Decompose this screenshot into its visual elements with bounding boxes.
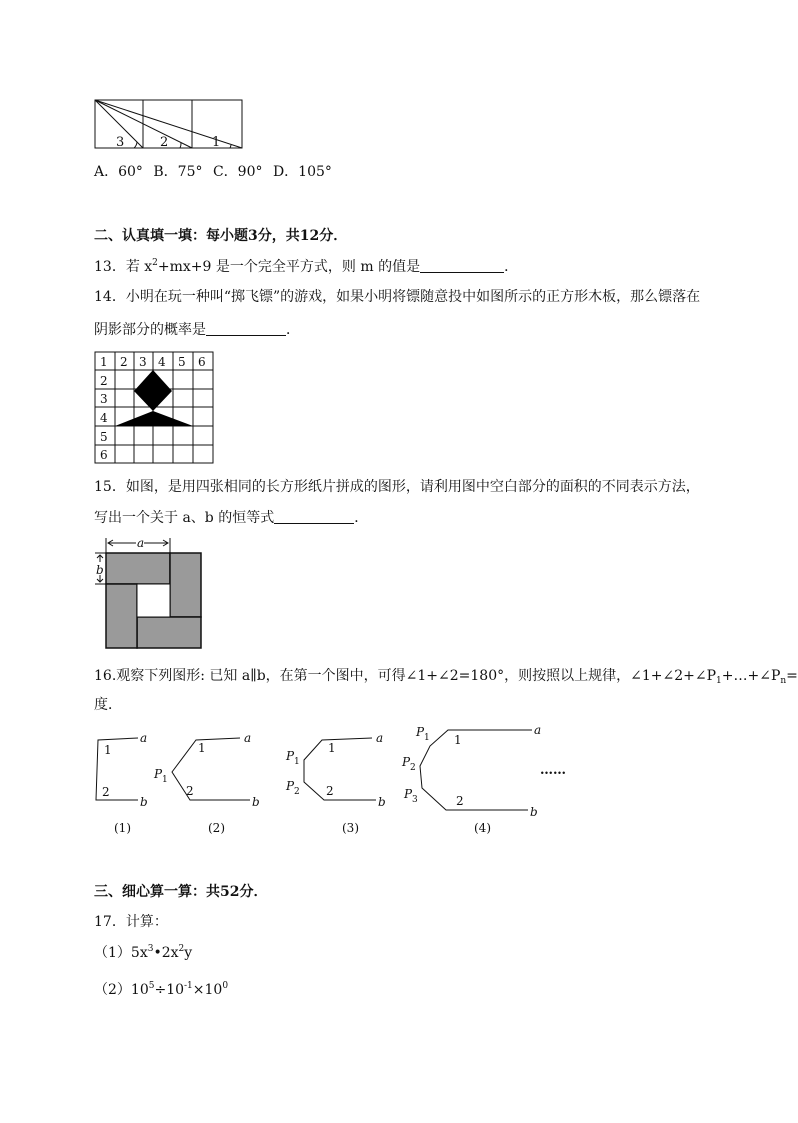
q14-row-label-3: 3	[100, 392, 108, 406]
q17-p2-sup1: 5	[148, 981, 155, 991]
q16-figures	[90, 718, 576, 842]
q14-row-label-2: 2	[100, 374, 108, 388]
q12-option-d: D．105°	[272, 164, 332, 180]
q15-rect-left	[106, 584, 137, 648]
q14-row-label-6: 6	[100, 448, 108, 462]
q16-fig4-p3-sub: 3	[412, 795, 418, 805]
q16-fig2-angle2: 2	[186, 784, 194, 798]
q17-p2-a: （2）10	[94, 982, 149, 998]
q16-fig3-p1: P	[286, 749, 295, 763]
section2-title: 二、认真填一填：每小题3分，共12分．	[94, 228, 348, 244]
q14-row-label-5: 5	[100, 430, 108, 444]
q16-fig4-angle2: 2	[456, 794, 464, 808]
q17-p1-sup1: 3	[147, 944, 154, 954]
q16-figure-1	[96, 731, 148, 835]
q14-answer-blank[interactable]	[206, 321, 286, 336]
q16-figure-4	[401, 723, 541, 835]
q14-col-label-3: 3	[139, 355, 147, 369]
q12-arc-2	[180, 143, 181, 148]
q16-fig2-p-sub1: 1	[162, 775, 168, 785]
q12-figure	[94, 99, 246, 151]
q14-col-label-2: 2	[120, 355, 128, 369]
q14-line1: 14．小明在玩一种叫“掷飞镖”的游戏，如果小明将镖随意投中如图所示的正方形木板，那么镖落在	[94, 289, 701, 305]
q16-fig2-a: a	[244, 731, 252, 745]
q13-text	[94, 258, 518, 276]
q16-fig3-angle2: 2	[326, 784, 334, 798]
q13-answer-blank[interactable]	[420, 258, 504, 273]
q16-fig2-b: b	[252, 795, 260, 809]
q14-row-label-4: 4	[100, 411, 108, 425]
q15-rect-right	[170, 553, 201, 617]
q12-option-a: A．60°	[94, 164, 143, 180]
q15-line2-wrap	[94, 509, 368, 527]
q16-fig3-p2: P	[286, 779, 295, 793]
q13-before: 13．若 x	[94, 259, 153, 275]
q16-fig2-angle1: 1	[198, 741, 206, 755]
q12-option-b: B．75°	[153, 164, 203, 180]
q16-caption-1: (1)	[114, 821, 131, 835]
q15-end: ．	[354, 510, 369, 526]
q12-option-c: C．90°	[212, 164, 263, 180]
q16-line1-sub1: 1	[716, 676, 722, 686]
q16-line2: 度．	[94, 697, 122, 713]
q15-label-b: b	[96, 563, 104, 577]
q15-label-a: a	[137, 536, 145, 550]
q16-fig4-angle1: 1	[454, 733, 462, 747]
q13-end: ．	[504, 259, 519, 275]
q14-col-label-1: 1	[100, 355, 108, 369]
q16-fig4-p2: P	[402, 755, 411, 769]
q16-ellipsis: ……	[540, 763, 566, 778]
q17-p2-sup3: 0	[222, 981, 229, 991]
q12-arc-3	[134, 142, 137, 148]
q14-end: ．	[286, 322, 300, 338]
q12-label-2: 2	[160, 135, 169, 150]
q12-label-3: 3	[116, 135, 125, 150]
q17-part2	[94, 981, 228, 999]
q16-fig4-p2-sub: 2	[410, 763, 416, 773]
q14-col-label-5: 5	[178, 355, 186, 369]
q14-grid-figure	[94, 351, 216, 466]
q16-line1-b: +…+∠P	[721, 668, 781, 684]
q15-rect-bottom	[137, 617, 201, 648]
q15-answer-blank[interactable]	[274, 509, 354, 524]
q15-rect-top	[106, 553, 170, 584]
q16-caption-3: (3)	[342, 821, 359, 835]
q17-p2-sup2: -1	[184, 981, 193, 991]
q16-caption-4: (4)	[474, 821, 491, 835]
q14-shaded-triangle	[115, 411, 193, 426]
q16-figure-3	[285, 731, 386, 835]
q17-p2-b: ÷10	[154, 982, 185, 998]
q16-fig3-a: a	[376, 731, 384, 745]
q15-figure	[92, 534, 208, 652]
q16-fig4-b: b	[530, 805, 538, 819]
q17-title: 17．计算：	[94, 914, 168, 930]
q16-caption-2: (2)	[208, 821, 225, 835]
q15-line2: 写出一个关于 a、b 的恒等式	[94, 510, 275, 526]
q15-blank-square	[137, 584, 170, 617]
q16-fig1-angle2: 2	[102, 785, 110, 799]
q15-line1: 15．如图，是用四张相同的长方形纸片拼成的图形，请利用图中空白部分的面积的不同表示方法，	[94, 479, 700, 495]
q16-fig2-p: P	[154, 767, 163, 781]
q16-fig3-angle1: 1	[328, 741, 336, 755]
q16-fig3-p2-sub: 2	[294, 787, 300, 797]
q14-shaded-diamond	[134, 370, 172, 411]
q16-line1-sub2: n	[780, 676, 787, 686]
section3-title: 三、细心算一算：共52分．	[94, 884, 268, 900]
q16-fig4-p3: P	[404, 787, 413, 801]
q12-options	[94, 163, 338, 181]
q13-sup: 2	[152, 258, 158, 268]
q16-fig4-p1: P	[416, 725, 425, 739]
q14-line2: 阴影部分的概率是	[94, 322, 206, 338]
q17-p1-b: •2x	[153, 945, 179, 961]
q17-p2-c: ×10	[192, 982, 223, 998]
q13-after: +mx+9 是一个完全平方式，则 m 的值是	[157, 259, 421, 275]
q16-fig1-a: a	[140, 731, 148, 745]
q16-fig1-b: b	[140, 795, 148, 809]
q16-fig1-angle1: 1	[104, 743, 112, 757]
q17-p1-sup2: 2	[178, 944, 185, 954]
q16-line1	[94, 667, 798, 685]
q16-fig4-a: a	[534, 723, 542, 737]
q16-fig4-p1-sub: 1	[424, 733, 430, 743]
q14-line2-wrap	[94, 321, 300, 339]
q16-figure-2	[153, 731, 260, 835]
q17-p1-c: y	[184, 945, 193, 961]
q17-p1-a: （1）5x	[94, 945, 148, 961]
q16-line1-a: 16.观察下列图形: 已知 a∥b，在第一个图中，可得∠1+∠2=180°，则按照以上规律，∠1+∠2+∠P	[94, 668, 717, 684]
q14-col-label-4: 4	[158, 355, 166, 369]
q16-fig3-p1-sub: 1	[294, 757, 300, 767]
q16-line1-c: =	[786, 668, 798, 684]
q16-fig3-b: b	[378, 795, 386, 809]
q17-part1	[94, 944, 192, 962]
q14-col-label-6: 6	[198, 355, 206, 369]
q12-label-1: 1	[212, 135, 221, 150]
